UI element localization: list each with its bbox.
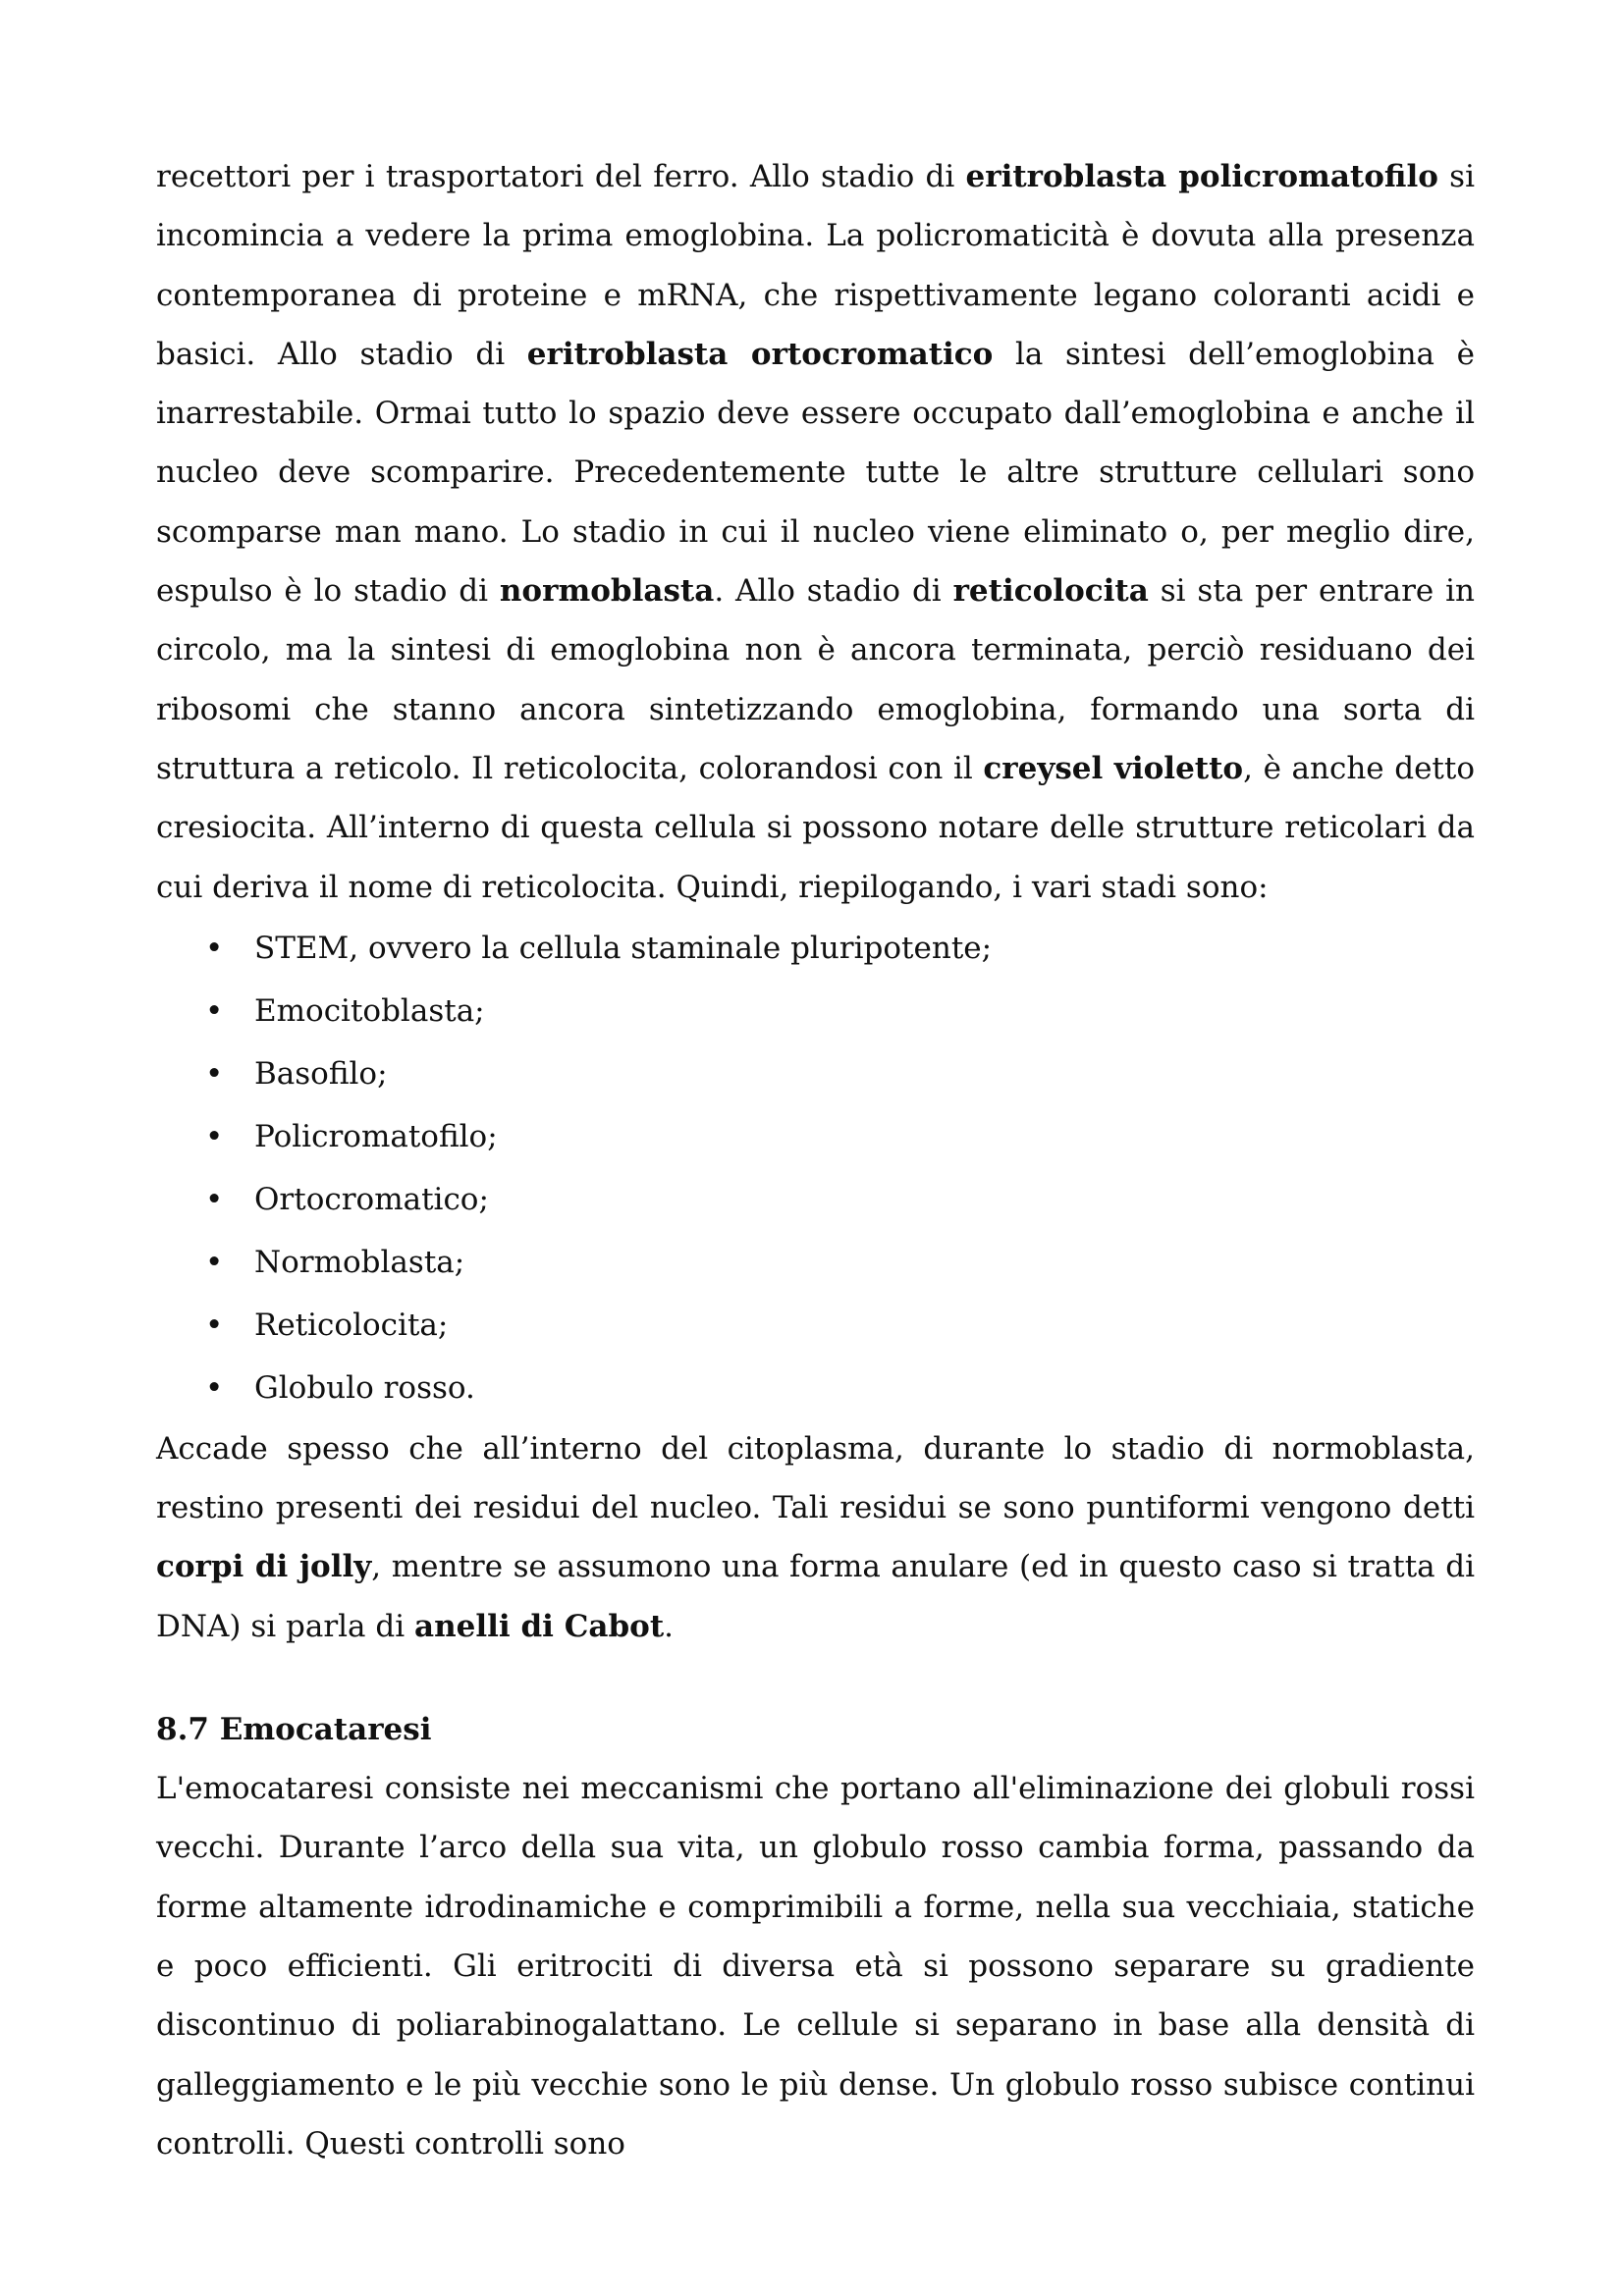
bold-term: eritroblasta ortocromatico (526, 336, 994, 372)
bold-term: corpi di jolly (156, 1549, 372, 1585)
bullet-icon: • (205, 1055, 224, 1092)
paragraph-erythropoiesis-stages (156, 147, 1475, 917)
list-item-text: Normoblasta; (254, 1244, 465, 1280)
list-item (156, 1357, 1475, 1419)
text-run: la sintesi dell’emoglobina è inarrestabile. Ormai tutto lo spazio deve essere occupato dall’emoglobina e anche il nucleo deve scomparire. Precedentemente tutte le altre strutture cellulari sono scomparse man mano. Lo stadio in cui il nucleo viene eliminato o, per meglio dire, espulso è lo stadio di (156, 336, 1476, 610)
bold-term: eritroblasta policromatofilo (965, 159, 1438, 194)
bullet-icon: • (205, 1181, 224, 1217)
bold-term: anelli di Cabot (414, 1608, 665, 1644)
list-item (156, 917, 1475, 980)
text-run: . (664, 1608, 675, 1644)
bullet-icon: • (205, 1118, 224, 1154)
text-run: si sta per entrare in circolo, ma la sintesi di emoglobina non è ancora terminata, perciò residuano dei ribosomi che stanno ancora sintetizzando emoglobina, formando una sorta di struttura a reticolo. Il reticolocita, colorandosi con il (156, 573, 1475, 786)
list-item-text: STEM, ovvero la cellula staminale pluripotente; (254, 930, 993, 966)
bullet-icon: • (205, 1307, 224, 1343)
page-content (156, 147, 1475, 2173)
list-item-text: Emocitoblasta; (254, 992, 485, 1029)
bullet-icon: • (205, 1244, 224, 1280)
bullet-icon: • (205, 1369, 224, 1406)
text-run: , mentre se assumono una forma anulare (ed in questo caso si tratta di DNA) si parla di (156, 1549, 1475, 1644)
list-item (156, 1105, 1475, 1168)
list-item (156, 1168, 1475, 1231)
bold-term: reticolocita (952, 573, 1149, 610)
list-item-text: Reticolocita; (254, 1307, 449, 1343)
section-heading: 8.7 Emocataresi (156, 1712, 432, 1748)
text-run: si incomincia a vedere la prima emoglobina. La policromaticità è dovuta alla presenza contemporanea di proteine e mRNA, che rispettivamente legano coloranti acidi e basici. Allo stadio di (156, 159, 1475, 372)
list-item (156, 1231, 1475, 1294)
paragraph-emocataresi: L'emocataresi consiste nei meccanismi che portano all'eliminazione dei globuli rossi vecchi. Durante l’arco della sua vita, un globulo rosso cambia forma, passando da forme altamente idrodinamiche e comprimibili a forme, nella sua vecchiaia, statiche e poco efficienti. Gli eritrociti di diversa età si possono separare su gradiente discontinuo di poliarabinogalattano. Le cellule si separano in base alla densità di galleggiamento e le più vecchie sono le più dense. Un globulo rosso subisce continui controlli. Questi controlli sono (156, 1771, 1475, 2162)
list-item-text: Ortocromatico; (254, 1181, 489, 1217)
list-item-text: Policromatofilo; (254, 1118, 498, 1154)
list-item (156, 980, 1475, 1042)
text-run: Accade spesso che all’interno del citoplasma, durante lo stadio di normoblasta, restino presenti dei residui del nucleo. Tali residui se sono puntiformi vengono detti (156, 1430, 1475, 1526)
list-item (156, 1294, 1475, 1357)
text-run: . Allo stadio di (714, 573, 953, 610)
bullet-icon: • (205, 930, 224, 966)
text-run: , è anche detto cresiocita. All’interno di questa cellula si possono notare delle strutture reticolari da cui deriva il nome di reticolocita. Quindi, riepilogando, i vari stadi sono: (156, 750, 1475, 905)
paragraph-nuclear-residues (156, 1419, 1475, 1656)
bullet-icon: • (205, 992, 224, 1029)
stages-list (156, 917, 1475, 1419)
bold-term: creysel violetto (983, 750, 1244, 786)
bold-term: normoblasta (499, 573, 715, 610)
list-item-text: Globulo rosso. (254, 1369, 475, 1406)
list-item-text: Basofilo; (254, 1055, 388, 1092)
list-item (156, 1042, 1475, 1105)
text-run: recettori per i trasportatori del ferro. Allo stadio di (156, 159, 966, 194)
